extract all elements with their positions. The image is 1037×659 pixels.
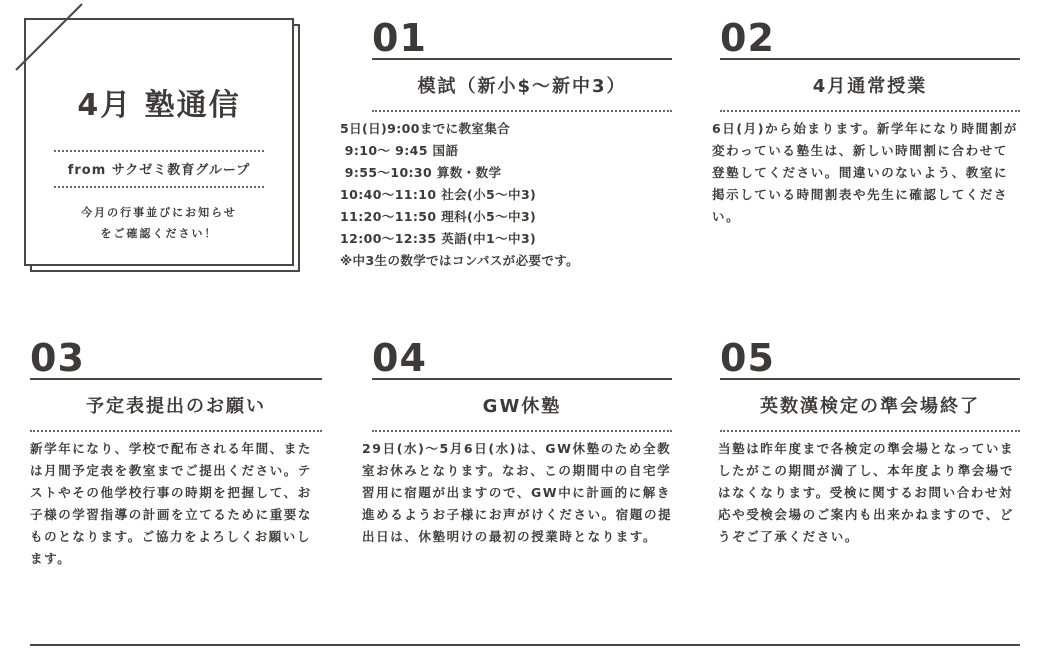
schedule-line: 11:20～11:50 理科(小5～中3)	[340, 209, 537, 224]
dotted-divider	[372, 110, 672, 112]
footer-rule	[30, 644, 1020, 646]
dotted-divider	[30, 430, 322, 432]
schedule-line: 9:10～ 9:45 国語	[340, 143, 459, 158]
dotted-divider	[372, 430, 672, 432]
section-number: 01	[372, 16, 427, 60]
schedule-line: 9:55～10:30 算数・数学	[340, 165, 502, 180]
section-number: 05	[720, 336, 775, 380]
title-card	[24, 18, 294, 266]
section-04	[362, 336, 673, 548]
schedule-line: 10:40～11:10 社会(小5～中3)	[340, 187, 537, 202]
schedule-line: ※中3生の数学ではコンパスが必要です。	[340, 253, 580, 268]
title-note-line-2: をご確認ください！	[100, 227, 218, 240]
title-note-line-1: 今月の行事並びにお知らせ	[81, 206, 237, 219]
section-01	[340, 16, 672, 272]
section-number: 03	[30, 336, 85, 380]
section-heading: GW休塾	[482, 396, 562, 417]
title-note	[26, 202, 292, 244]
section-heading: 模試（新小$～新中3）	[417, 76, 627, 97]
section-02	[712, 16, 1020, 228]
dotted-divider	[720, 430, 1020, 432]
section-heading: 予定表提出のお願い	[86, 396, 266, 417]
section-05	[720, 338, 1020, 548]
dotted-divider	[54, 186, 264, 188]
dotted-divider	[54, 150, 264, 152]
newsletter-title: 4月 塾通信	[77, 88, 241, 123]
section-03	[30, 338, 322, 570]
section-number: 04	[372, 336, 427, 380]
section-body: 新学年になり、学校で配布される年間、または月間予定表を教室までご提出ください。テストやその他学校行事の時期を把握して、お子様の学習指導の計画を立てるために重要なものとなります。ご協力をよろしくお願いします。	[30, 441, 313, 566]
section-body: 当塾は昨年度まで各検定の準会場となっていましたがこの期間が満了し、本年度より準会場ではなくなります。受検に関するお問い合わせ対応や受検会場のご案内も出来かねますので、どうぞご了承ください。	[718, 441, 1015, 544]
section-heading: 英数漢検定の準会場終了	[760, 396, 980, 417]
section-number: 02	[720, 16, 775, 60]
schedule-line: 5日(日)9:00までに教室集合	[340, 121, 511, 136]
section-body: 6日(月)から始まります。新学年になり時間割が変わっている塾生は、新しい時間割に合わせて登塾してください。間違いのないよう、教室に掲示している時間割表や先生に確認してください。	[712, 121, 1018, 224]
publisher-line: from サクゼミ教育グループ	[67, 163, 251, 178]
dotted-divider	[720, 110, 1020, 112]
exam-schedule	[340, 118, 672, 272]
section-heading: 4月通常授業	[812, 76, 928, 97]
schedule-line: 12:00～12:35 英語(中1～中3)	[340, 231, 537, 246]
section-body: 29日(水)～5月6日(水)は、GW休塾のため全教室お休みとなります。なお、この期間中の自宅学習用に宿題が出ますので、GW中に計画的に解き進めるようお子様にお声がけください。宿題の提出日は、休塾明けの最初の授業時となります。	[362, 441, 673, 544]
